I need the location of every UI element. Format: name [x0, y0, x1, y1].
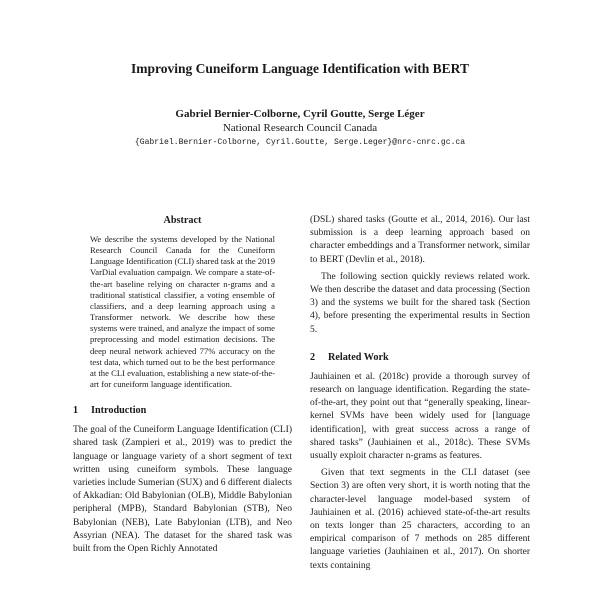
related-work-paragraph-2: Given that text segments in the CLI dataset (see Section 3) are often very short, it is worth noting that the character-level language model-based system of Jauhiainen et al. (2016) achieved state-of-the-art results on texts longer than 25 characters, according to an empirical comparison of 7 methods on 285 different language varieties (Jauhiainen et al., 2017). On shorter texts containing — [310, 468, 530, 571]
paper-affiliation: National Research Council Canada — [222, 122, 378, 134]
related-work-number: 2 — [310, 351, 316, 363]
paper-title: Improving Cuneiform Language Identification with BERT — [131, 61, 469, 76]
intro-title: Introduction — [91, 405, 147, 417]
abstract-text: We describe the systems developed by the National Research Council Canada for the Cuneiform Language Identification (CLI) shared task at the 2019 VarDial evaluation campaign. We compare a state-of-the-art baseline relying on character n-grams and a traditional statistical classifier, a voting ensemble of classifiers, and a deep learning approach using a Transformer network. We describe how these systems were trained, and analyze the impact of some preprocessing and model estimation decisions. The deep neural network achieved 77% accuracy on the test data, which turned out to be the best performance at the CLI evaluation, establishing a new state-of-the-art for cuneiform language identification. — [90, 234, 275, 390]
abstract-heading: Abstract — [163, 215, 202, 226]
paper-emails: {Gabriel.Bernier-Colborne, Cyril.Goutte, Serge.Leger}@nrc-cnrc.gc.ca — [134, 138, 466, 147]
left-column — [73, 214, 292, 556]
related-work-paragraph-1: Jauhiainen et al. (2018c) provide a thorough survey of research on language identification. Regarding the state-of-the-art, they point out that “generally speaking, linear-kernel SVMs have been widely used for [language identification], with great success across a range of shared tasks” (Jauhiainen et al., 2018c). These SVMs usually exploit character n-grams as features. — [310, 371, 530, 462]
right-column — [310, 214, 530, 573]
intro-number: 1 — [73, 405, 79, 417]
intro-continuation: (DSL) shared tasks (Goutte et al., 2014, 2016). Our last submission is a deep learning approach based on character embeddings and a Transformer network, similar to BERT (Devlin et al., 2018). — [310, 215, 530, 265]
related-work-title: Related Work — [328, 351, 389, 363]
paper-authors: Gabriel Bernier-Colborne, Cyril Goutte, Serge Léger — [175, 108, 425, 120]
intro-paragraph-1: The goal of the Cuneiform Language Identification (CLI) shared task (Zampieri et al., 2019) was to predict the language or language variety of a short segment of text written using cuneiform symbols. These language varieties include Sumerian (SUX) and 6 different dialects of Akkadian: Old Babylonian (OLB), Middle Babylonian peripheral (MPB), Standard Babylonian (STB), Neo Babylonian (NEB), Late Babylonian (LTB), and Neo Assyrian (NEA). The dataset for the shared task was built from the Open Richly Annotated — [73, 425, 292, 555]
intro-paragraph-2: The following section quickly reviews related work. We then describe the dataset and data processing (Section 3) and the systems we built for the shared task (Section 4), before presenting the experimental results in Section 5. — [310, 271, 530, 335]
related-work-heading — [310, 351, 530, 365]
intro-heading — [73, 404, 292, 418]
